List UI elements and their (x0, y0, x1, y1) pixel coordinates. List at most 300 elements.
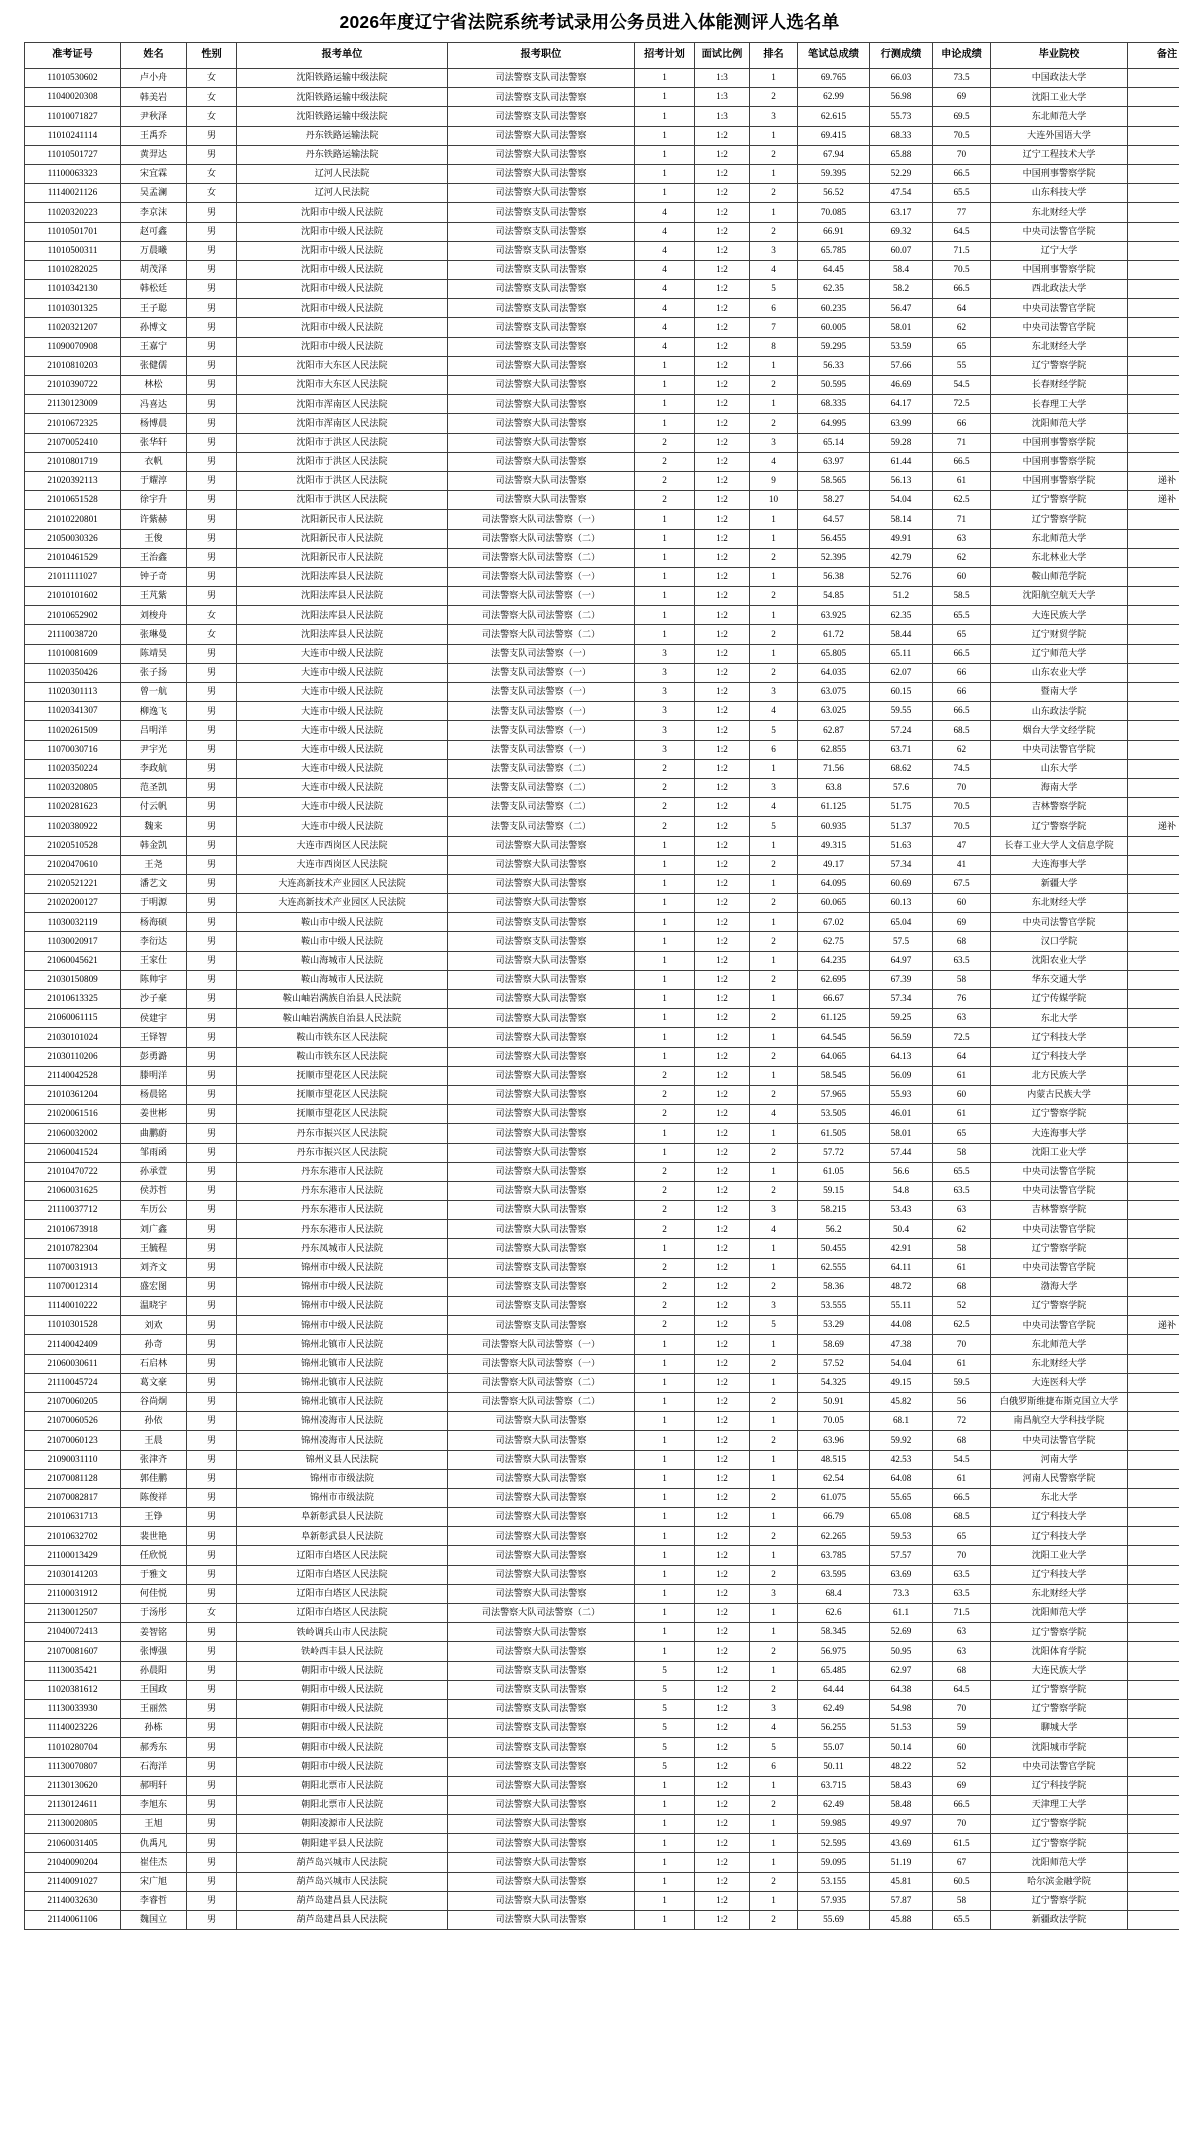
table-row (25, 491, 1179, 510)
cell-rank: 1 (750, 1508, 798, 1527)
cell-unit: 葫芦岛建昌县人民法院 (237, 1911, 448, 1930)
cell-remark: 递补 (1128, 491, 1179, 510)
table-row (25, 164, 1179, 183)
cell-written-total: 56.255 (798, 1719, 870, 1738)
cell-written-total: 63.925 (798, 606, 870, 625)
cell-gender: 男 (187, 1392, 237, 1411)
cell-name: 黄羿达 (121, 145, 187, 164)
cell-rank: 2 (750, 1642, 798, 1661)
cell-interview-ratio: 1:2 (695, 567, 750, 586)
cell-name: 孙栋 (121, 1719, 187, 1738)
cell-school: 鞍山师范学院 (991, 567, 1128, 586)
cell-remark (1128, 1412, 1179, 1431)
cell-school: 辽宁警察学院 (991, 1239, 1128, 1258)
cell-unit: 沈阳法库县人民法院 (237, 606, 448, 625)
cell-school: 白俄罗斯维捷布斯克国立大学 (991, 1392, 1128, 1411)
cell-unit: 铁岭调兵山市人民法院 (237, 1623, 448, 1642)
table-row (25, 625, 1179, 644)
cell-remark (1128, 510, 1179, 529)
cell-plan: 3 (635, 683, 695, 702)
column-header-school: 毕业院校 (991, 43, 1128, 69)
cell-position: 司法警察大队司法警察 (448, 1623, 635, 1642)
cell-ticket: 21060031625 (25, 1181, 121, 1200)
cell-position: 司法警察大队司法警察 (448, 1488, 635, 1507)
cell-ticket: 21010470722 (25, 1162, 121, 1181)
table-row (25, 1258, 1179, 1277)
table-row (25, 1105, 1179, 1124)
cell-position: 司法警察大队司法警察 (448, 1066, 635, 1085)
cell-school: 大连海事大学 (991, 855, 1128, 874)
table-row (25, 1508, 1179, 1527)
cell-name: 裴世艳 (121, 1527, 187, 1546)
cell-gender: 女 (187, 69, 237, 88)
cell-ticket: 21060061115 (25, 1009, 121, 1028)
cell-plan: 1 (635, 874, 695, 893)
cell-position: 司法警察大队司法警察 (448, 1527, 635, 1546)
cell-remark (1128, 1431, 1179, 1450)
cell-written-total: 53.29 (798, 1316, 870, 1335)
cell-remark (1128, 644, 1179, 663)
cell-rank: 2 (750, 932, 798, 951)
cell-gender: 男 (187, 1815, 237, 1834)
cell-unit: 大连高新技术产业园区人民法院 (237, 894, 448, 913)
cell-written-total: 63.715 (798, 1776, 870, 1795)
cell-gender: 男 (187, 203, 237, 222)
cell-interview-ratio: 1:2 (695, 1891, 750, 1910)
cell-written-total: 63.595 (798, 1565, 870, 1584)
cell-interview-ratio: 1:2 (695, 874, 750, 893)
cell-admin-score: 66.03 (870, 69, 933, 88)
column-header-remark: 备注 (1128, 43, 1179, 69)
table-row (25, 1143, 1179, 1162)
cell-name: 冯喜达 (121, 395, 187, 414)
column-header-position: 报考职位 (448, 43, 635, 69)
cell-plan: 2 (635, 778, 695, 797)
cell-ticket: 21010631713 (25, 1508, 121, 1527)
cell-name: 徐宇升 (121, 491, 187, 510)
cell-unit: 大连市中级人民法院 (237, 663, 448, 682)
cell-essay-score: 62 (933, 740, 991, 759)
cell-ticket: 21030141203 (25, 1565, 121, 1584)
cell-remark (1128, 318, 1179, 337)
cell-interview-ratio: 1:2 (695, 1642, 750, 1661)
cell-interview-ratio: 1:2 (695, 126, 750, 145)
cell-rank: 2 (750, 625, 798, 644)
cell-ticket: 21110037712 (25, 1201, 121, 1220)
cell-admin-score: 55.11 (870, 1297, 933, 1316)
cell-written-total: 57.72 (798, 1143, 870, 1162)
cell-essay-score: 70 (933, 778, 991, 797)
cell-rank: 6 (750, 1757, 798, 1776)
cell-rank: 2 (750, 587, 798, 606)
cell-ticket: 21060045621 (25, 951, 121, 970)
cell-unit: 沈阳市中级人民法院 (237, 241, 448, 260)
cell-school: 中央司法警官学院 (991, 1181, 1128, 1200)
cell-rank: 2 (750, 1392, 798, 1411)
cell-name: 潘艺文 (121, 874, 187, 893)
cell-remark (1128, 260, 1179, 279)
cell-admin-score: 57.34 (870, 990, 933, 1009)
table-row (25, 1201, 1179, 1220)
cell-essay-score: 70.5 (933, 126, 991, 145)
cell-plan: 1 (635, 1795, 695, 1814)
cell-plan: 1 (635, 1143, 695, 1162)
cell-position: 法警支队司法警察（一） (448, 683, 635, 702)
cell-written-total: 59.15 (798, 1181, 870, 1200)
cell-position: 司法警察支队司法警察 (448, 337, 635, 356)
cell-essay-score: 70 (933, 1699, 991, 1718)
cell-gender: 男 (187, 759, 237, 778)
cell-essay-score: 58.5 (933, 587, 991, 606)
cell-name: 钟子奇 (121, 567, 187, 586)
cell-admin-score: 52.69 (870, 1623, 933, 1642)
cell-interview-ratio: 1:2 (695, 1872, 750, 1891)
cell-rank: 2 (750, 1872, 798, 1891)
cell-remark (1128, 88, 1179, 107)
cell-position: 司法警察支队司法警察 (448, 280, 635, 299)
cell-unit: 大连市中级人民法院 (237, 644, 448, 663)
cell-interview-ratio: 1:2 (695, 625, 750, 644)
cell-ticket: 21010810203 (25, 356, 121, 375)
cell-interview-ratio: 1:2 (695, 1469, 750, 1488)
cell-gender: 男 (187, 1201, 237, 1220)
cell-position: 司法警察大队司法警察 (448, 452, 635, 471)
cell-written-total: 58.69 (798, 1335, 870, 1354)
cell-position: 司法警察支队司法警察 (448, 1699, 635, 1718)
cell-rank: 1 (750, 1815, 798, 1834)
cell-plan: 1 (635, 894, 695, 913)
cell-written-total: 56.38 (798, 567, 870, 586)
cell-remark: 递补 (1128, 817, 1179, 836)
cell-gender: 男 (187, 1699, 237, 1718)
cell-interview-ratio: 1:2 (695, 318, 750, 337)
cell-plan: 1 (635, 1508, 695, 1527)
cell-unit: 锦州市市级法院 (237, 1469, 448, 1488)
cell-plan: 1 (635, 1815, 695, 1834)
column-header-essay-score: 申论成绩 (933, 43, 991, 69)
cell-essay-score: 70 (933, 145, 991, 164)
cell-remark (1128, 913, 1179, 932)
cell-rank: 1 (750, 203, 798, 222)
cell-remark (1128, 1009, 1179, 1028)
cell-unit: 大连市中级人民法院 (237, 817, 448, 836)
cell-rank: 2 (750, 1795, 798, 1814)
cell-name: 刘齐文 (121, 1258, 187, 1277)
table-row (25, 1565, 1179, 1584)
cell-unit: 葫芦岛兴城市人民法院 (237, 1872, 448, 1891)
cell-essay-score: 61.5 (933, 1834, 991, 1853)
cell-interview-ratio: 1:2 (695, 203, 750, 222)
cell-remark (1128, 1143, 1179, 1162)
cell-position: 法警支队司法警察（一） (448, 702, 635, 721)
cell-school: 内蒙古民族大学 (991, 1085, 1128, 1104)
cell-rank: 2 (750, 222, 798, 241)
cell-ticket: 21010651528 (25, 491, 121, 510)
table-row (25, 260, 1179, 279)
cell-plan: 1 (635, 88, 695, 107)
cell-admin-score: 57.87 (870, 1891, 933, 1910)
cell-gender: 男 (187, 1911, 237, 1930)
cell-essay-score: 63 (933, 1009, 991, 1028)
table-row (25, 1181, 1179, 1200)
table-row (25, 932, 1179, 951)
cell-essay-score: 71 (933, 510, 991, 529)
cell-plan: 1 (635, 356, 695, 375)
cell-school: 中国政法大学 (991, 69, 1128, 88)
cell-name: 郝明轩 (121, 1776, 187, 1795)
cell-unit: 铁岭西丰县人民法院 (237, 1642, 448, 1661)
cell-school: 辽宁大学 (991, 241, 1128, 260)
cell-admin-score: 45.88 (870, 1911, 933, 1930)
cell-admin-score: 56.98 (870, 88, 933, 107)
cell-unit: 锦州市中级人民法院 (237, 1316, 448, 1335)
cell-plan: 4 (635, 260, 695, 279)
cell-written-total: 70.05 (798, 1412, 870, 1431)
table-row (25, 318, 1179, 337)
cell-name: 范圣凯 (121, 778, 187, 797)
cell-gender: 男 (187, 1719, 237, 1738)
cell-school: 辽宁警察学院 (991, 491, 1128, 510)
cell-essay-score: 71.5 (933, 241, 991, 260)
cell-admin-score: 64.38 (870, 1680, 933, 1699)
cell-interview-ratio: 1:2 (695, 951, 750, 970)
cell-remark (1128, 241, 1179, 260)
cell-interview-ratio: 1:2 (695, 1527, 750, 1546)
cell-remark (1128, 1815, 1179, 1834)
cell-ticket: 21010652902 (25, 606, 121, 625)
cell-ticket: 21060030611 (25, 1354, 121, 1373)
cell-ticket: 21100013429 (25, 1546, 121, 1565)
cell-school: 沈阳城市学院 (991, 1738, 1128, 1757)
cell-written-total: 61.72 (798, 625, 870, 644)
cell-rank: 1 (750, 1066, 798, 1085)
cell-ticket: 21140032630 (25, 1891, 121, 1910)
cell-name: 陈帅宇 (121, 970, 187, 989)
cell-school: 中央司法警官学院 (991, 222, 1128, 241)
cell-interview-ratio: 1:2 (695, 1105, 750, 1124)
cell-gender: 男 (187, 356, 237, 375)
cell-plan: 1 (635, 395, 695, 414)
cell-rank: 1 (750, 1373, 798, 1392)
cell-admin-score: 69.32 (870, 222, 933, 241)
table-row (25, 1354, 1179, 1373)
cell-position: 司法警察大队司法警察 (448, 951, 635, 970)
cell-name: 王国政 (121, 1680, 187, 1699)
cell-interview-ratio: 1:2 (695, 1546, 750, 1565)
cell-interview-ratio: 1:3 (695, 107, 750, 126)
table-row (25, 855, 1179, 874)
cell-interview-ratio: 1:2 (695, 817, 750, 836)
cell-position: 司法警察大队司法警察（二） (448, 625, 635, 644)
cell-name: 卢小舟 (121, 69, 187, 88)
cell-ticket: 11020350426 (25, 663, 121, 682)
cell-name: 王晨 (121, 1431, 187, 1450)
cell-name: 宋广旭 (121, 1872, 187, 1891)
cell-remark (1128, 702, 1179, 721)
cell-unit: 朝阳市中级人民法院 (237, 1719, 448, 1738)
cell-position: 司法警察大队司法警察（二） (448, 1392, 635, 1411)
cell-rank: 2 (750, 1143, 798, 1162)
cell-unit: 沈阳法库县人民法院 (237, 567, 448, 586)
cell-position: 司法警察大队司法警察 (448, 1795, 635, 1814)
cell-name: 刘梭舟 (121, 606, 187, 625)
cell-gender: 男 (187, 1623, 237, 1642)
cell-name: 石启林 (121, 1354, 187, 1373)
cell-unit: 大连市西岗区人民法院 (237, 836, 448, 855)
cell-admin-score: 56.09 (870, 1066, 933, 1085)
cell-essay-score: 65 (933, 1124, 991, 1143)
table-row (25, 1009, 1179, 1028)
cell-position: 司法警察大队司法警察 (448, 1815, 635, 1834)
cell-remark (1128, 1623, 1179, 1642)
cell-plan: 4 (635, 280, 695, 299)
cell-name: 曾一航 (121, 683, 187, 702)
cell-interview-ratio: 1:2 (695, 222, 750, 241)
cell-written-total: 50.11 (798, 1757, 870, 1776)
cell-remark (1128, 337, 1179, 356)
cell-essay-score: 64.5 (933, 222, 991, 241)
cell-plan: 1 (635, 1604, 695, 1623)
cell-position: 法警支队司法警察（二） (448, 759, 635, 778)
cell-interview-ratio: 1:2 (695, 1604, 750, 1623)
cell-remark (1128, 970, 1179, 989)
table-row (25, 778, 1179, 797)
cell-essay-score: 61 (933, 1469, 991, 1488)
cell-gender: 男 (187, 1450, 237, 1469)
cell-rank: 1 (750, 356, 798, 375)
cell-name: 胡茂泽 (121, 260, 187, 279)
cell-remark (1128, 1162, 1179, 1181)
cell-interview-ratio: 1:2 (695, 1392, 750, 1411)
cell-unit: 锦州北镇市人民法院 (237, 1373, 448, 1392)
cell-remark (1128, 1872, 1179, 1891)
cell-remark (1128, 222, 1179, 241)
cell-unit: 沈阳市浑南区人民法院 (237, 414, 448, 433)
cell-unit: 锦州义县人民法院 (237, 1450, 448, 1469)
cell-interview-ratio: 1:2 (695, 1853, 750, 1872)
cell-plan: 1 (635, 1911, 695, 1930)
cell-ticket: 11010282025 (25, 260, 121, 279)
cell-rank: 1 (750, 1834, 798, 1853)
cell-ticket: 11020341307 (25, 702, 121, 721)
cell-essay-score: 59.5 (933, 1373, 991, 1392)
cell-plan: 3 (635, 740, 695, 759)
cell-plan: 1 (635, 1565, 695, 1584)
cell-written-total: 62.87 (798, 721, 870, 740)
cell-plan: 1 (635, 184, 695, 203)
cell-unit: 沈阳法库县人民法院 (237, 625, 448, 644)
cell-plan: 1 (635, 855, 695, 874)
cell-position: 司法警察大队司法警察（二） (448, 548, 635, 567)
cell-unit: 辽阳市白塔区人民法院 (237, 1584, 448, 1603)
cell-interview-ratio: 1:2 (695, 798, 750, 817)
cell-remark (1128, 1373, 1179, 1392)
cell-school: 沈阳师范大学 (991, 414, 1128, 433)
cell-name: 柳逸飞 (121, 702, 187, 721)
cell-unit: 大连市中级人民法院 (237, 721, 448, 740)
cell-ticket: 21030150809 (25, 970, 121, 989)
cell-school: 辽宁警察学院 (991, 1815, 1128, 1834)
table-row (25, 759, 1179, 778)
cell-unit: 朝阳市中级人民法院 (237, 1680, 448, 1699)
cell-plan: 2 (635, 452, 695, 471)
cell-essay-score: 61 (933, 1066, 991, 1085)
cell-remark (1128, 1757, 1179, 1776)
cell-essay-score: 66 (933, 414, 991, 433)
cell-interview-ratio: 1:2 (695, 932, 750, 951)
cell-name: 张津齐 (121, 1450, 187, 1469)
cell-name: 孙依 (121, 1412, 187, 1431)
cell-remark (1128, 1699, 1179, 1718)
column-header-admin-score: 行测成绩 (870, 43, 933, 69)
table-row (25, 1853, 1179, 1872)
table-row (25, 1392, 1179, 1411)
cell-name: 韩金凯 (121, 836, 187, 855)
cell-gender: 男 (187, 1143, 237, 1162)
cell-remark (1128, 145, 1179, 164)
cell-school: 辽宁财贸学院 (991, 625, 1128, 644)
table-row (25, 1546, 1179, 1565)
cell-ticket: 11010241114 (25, 126, 121, 145)
cell-ticket: 21010390722 (25, 376, 121, 395)
table-row (25, 1412, 1179, 1431)
cell-essay-score: 63 (933, 1201, 991, 1220)
cell-position: 司法警察支队司法警察 (448, 318, 635, 337)
cell-gender: 男 (187, 1258, 237, 1277)
cell-essay-score: 72.5 (933, 395, 991, 414)
cell-position: 司法警察大队司法警察（二） (448, 529, 635, 548)
table-row (25, 1584, 1179, 1603)
cell-interview-ratio: 1:2 (695, 356, 750, 375)
cell-unit: 沈阳市大东区人民法院 (237, 376, 448, 395)
cell-name: 衣帆 (121, 452, 187, 471)
cell-interview-ratio: 1:2 (695, 644, 750, 663)
cell-name: 宋宜霖 (121, 164, 187, 183)
cell-written-total: 65.485 (798, 1661, 870, 1680)
cell-rank: 1 (750, 1546, 798, 1565)
cell-position: 司法警察大队司法警察 (448, 1047, 635, 1066)
cell-name: 赵可鑫 (121, 222, 187, 241)
cell-interview-ratio: 1:2 (695, 1565, 750, 1584)
cell-rank: 1 (750, 1124, 798, 1143)
cell-interview-ratio: 1:2 (695, 1738, 750, 1757)
cell-unit: 鞍山海城市人民法院 (237, 970, 448, 989)
column-header-unit: 报考单位 (237, 43, 448, 69)
cell-unit: 沈阳市中级人民法院 (237, 337, 448, 356)
cell-gender: 男 (187, 1546, 237, 1565)
cell-name: 孙博文 (121, 318, 187, 337)
cell-plan: 1 (635, 913, 695, 932)
cell-written-total: 52.595 (798, 1834, 870, 1853)
cell-gender: 男 (187, 491, 237, 510)
cell-essay-score: 58 (933, 1143, 991, 1162)
cell-unit: 朝阳建平县人民法院 (237, 1834, 448, 1853)
cell-ticket: 21020392113 (25, 471, 121, 490)
cell-remark (1128, 1834, 1179, 1853)
cell-remark (1128, 1604, 1179, 1623)
cell-position: 司法警察大队司法警察（二） (448, 1373, 635, 1392)
cell-written-total: 53.555 (798, 1297, 870, 1316)
cell-admin-score: 59.25 (870, 1009, 933, 1028)
cell-school: 沈阳航空航天大学 (991, 587, 1128, 606)
cell-written-total: 50.91 (798, 1392, 870, 1411)
cell-unit: 大连市中级人民法院 (237, 740, 448, 759)
cell-position: 司法警察大队司法警察 (448, 1220, 635, 1239)
cell-unit: 锦州市中级人民法院 (237, 1277, 448, 1296)
cell-essay-score: 66.5 (933, 1795, 991, 1814)
cell-interview-ratio: 1:2 (695, 1277, 750, 1296)
cell-essay-score: 62 (933, 318, 991, 337)
